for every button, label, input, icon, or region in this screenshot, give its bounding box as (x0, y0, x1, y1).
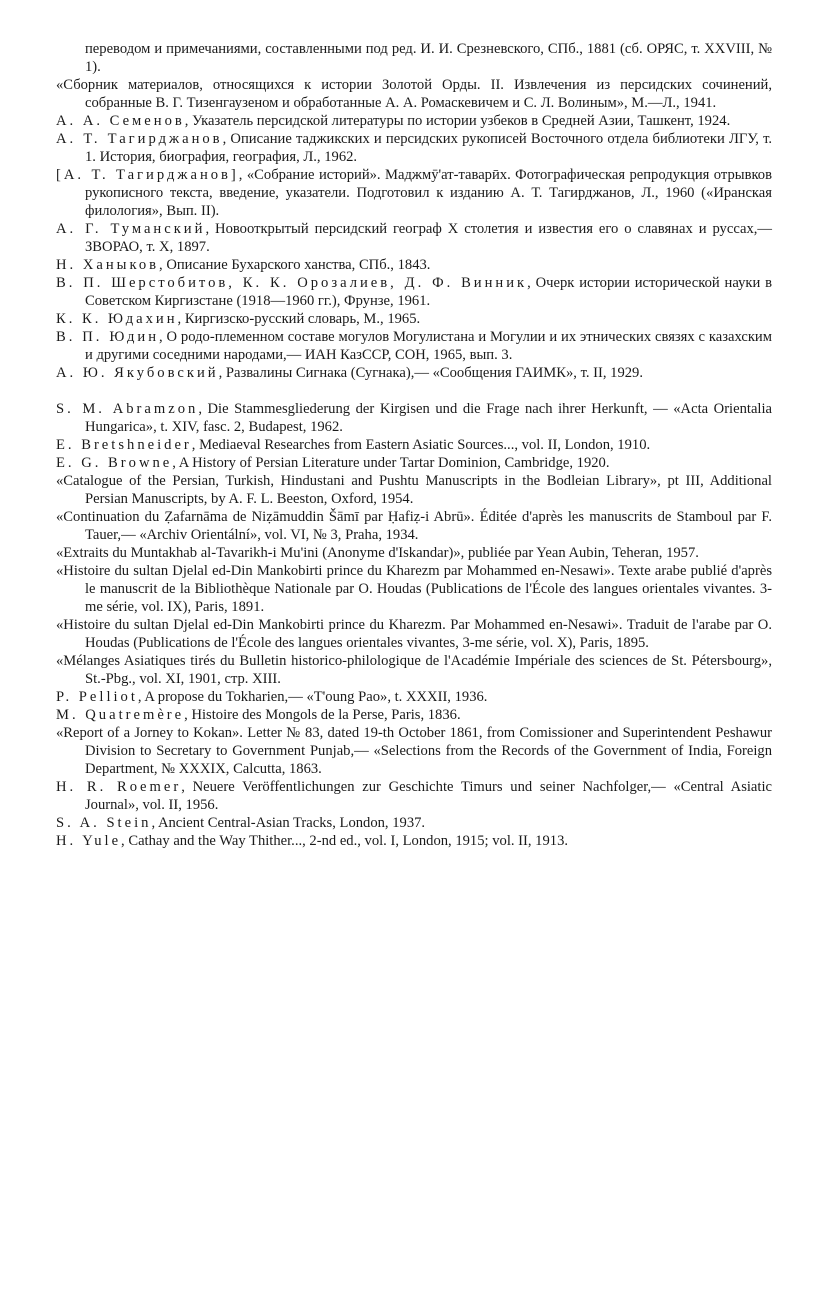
bib-entry: «Histoire du sultan Djelal ed-Din Mankobirti prince du Kharezm par Mohammed en-Nesawi». Texte arabe publié d'après le manuscrit de la Bibliothèque Nationale par O. Houdas (Publications de l'École des langues orientales vivantes. 3-me série, vol. IX), Paris, 1891. (56, 563, 772, 615)
section-gap (56, 382, 772, 400)
bib-entry: А. А. Семенов, Указатель персидской литературы по истории узбеков в Средней Азии, Ташкент, 1924. (56, 113, 731, 129)
bib-entry: А. Г. Туманский, Новооткрытый персидский географ X столетия и известия его о славянах и руссах,— ЗВОРАО, т. X, 1897. (56, 221, 773, 255)
bib-entry: «Continuation du Ẓafarnāma de Niẓāmuddin Šāmī par Ḥafiẓ-i Abrū». Éditée d'après les manuscrits de Stamboul par F. Tauer,— «Archiv Orientální», vol. VI, № 3, Praha, 1934. (56, 509, 772, 543)
bib-entry: В. П. Юдин, О родо-племенном составе могулов Могулистана и Могулии и их этнических связях с казахским и другими соседними народами,— ИАН КазССР, СОН, 1965, вып. 3. (56, 329, 772, 363)
bib-entry: S. M. Abramzon, Die Stammesgliederung der Kirgisen und die Frage nach ihrer Herkunft, — «Acta Orientalia Hungarica», t. XIV, fasc. 2, Budapest, 1962. (56, 401, 773, 435)
bib-entry: В. П. Шерстобитов, К. К. Орозалиев, Д. Ф. Винник, Очерк истории исторической науки в Советском Киргизстане (1918—1960 гг.), Фрунзе, 1961. (56, 275, 772, 309)
bib-entry: S. A. Stein, Ancient Central-Asian Tracks, London, 1937. (56, 815, 426, 831)
bib-entry: «Histoire du sultan Djelal ed-Din Mankobirti prince du Kharezm. Par Mohammed en-Nesawi». Traduit de l'arabe par O. Houdas (Publications de l'École des langues orientales vivantes, 3-me série, vol. X), Paris, 1895. (56, 617, 772, 651)
bib-entry: Н. Ханыков, Описание Бухарского ханства, СПб., 1843. (56, 257, 431, 273)
bib-entry: E. Bretshneider, Mediaeval Researches from Eastern Asiatic Sources..., vol. II, London, 1910. (56, 437, 651, 453)
latin-references (56, 400, 772, 850)
bib-entry: H. Yule, Cathay and the Way Thither..., 2-nd ed., vol. I, London, 1915; vol. II, 1913. (56, 833, 569, 849)
bib-entry: H. R. Roemer, Neuere Veröffentlichungen zur Geschichte Timurs und seiner Nachfolger,— «Central Asiatic Journal», vol. II, 1956. (56, 779, 772, 813)
bib-entry: M. Quatremère, Histoire des Mongols de la Perse, Paris, 1836. (56, 707, 461, 723)
bib-entry: А. Т. Тагирджанов, Описание таджикских и персидских рукописей Восточного отдела библиотеки ЛГУ, т. 1. История, биография, география, Л., 1962. (56, 131, 773, 165)
bib-entry: E. G. Browne, A History of Persian Literature under Tartar Dominion, Cambridge, 1920. (56, 455, 610, 471)
cyrillic-references (56, 40, 772, 382)
bib-entry: «Catalogue of the Persian, Turkish, Hindustani and Pushtu Manuscripts in the Bodleian Library», pt III, Additional Persian Manuscripts, by A. F. L. Beeston, Oxford, 1954. (56, 473, 772, 507)
bib-entry: P. Pelliot, A propose du Tokharien,— «T'oung Pao», t. XXXII, 1936. (56, 689, 488, 705)
bib-entry: К. К. Юдахин, Киргизско-русский словарь, М., 1965. (56, 311, 421, 327)
bib-entry: «Extraits du Muntakhab al-Tavarikh-i Mu'ini (Anonyme d'Iskandar)», publiée par Yean Aubin, Teheran, 1957. (56, 545, 699, 561)
bib-entry: «Report of a Jorney to Kokan». Letter № 83, dated 19-th October 1861, from Comissioner and Superintendent Peshawur Division to Secretary to Government Punjab,— «Selections from the Records of the Government of India, Foreign Department, № XXXIX, Calcutta, 1863. (56, 725, 772, 777)
bib-entry: «Сборник материалов, относящихся к истории Золотой Орды. II. Извлечения из персидских сочинений, собранные В. Г. Тизенгаузеном и обработанные А. А. Ромаскевичем и С. Л. Волиным», М.—Л., 1941. (56, 77, 772, 111)
bib-entry: [А. Т. Тагирджанов], «Собрание историй». Маджмӯ'ат-таварӣх. Фотографическая репродукция отрывков рукописного текста, введение, указатели. Подготовил к изданию А. Т. Тагирджанов, Л., 1960 («Иранская филология», Вып. II). (56, 167, 772, 219)
bib-entry: «Mélanges Asiatiques tirés du Bulletin historico-philologique de l'Académie Impériale des sciences de St. Pétersbourg», St.-Pbg., vol. XI, 1901, стр. XIII. (56, 653, 772, 687)
bib-entry: А. Ю. Якубовский, Развалины Сигнака (Сугнака),— «Сообщения ГАИМК», т. II, 1929. (56, 365, 644, 381)
bib-entry: переводом и примечаниями, составленными под ред. И. И. Срезневского, СПб., 1881 (сб. ОРЯС, т. XXVIII, № 1). (85, 41, 772, 75)
bibliography-page (56, 40, 772, 850)
